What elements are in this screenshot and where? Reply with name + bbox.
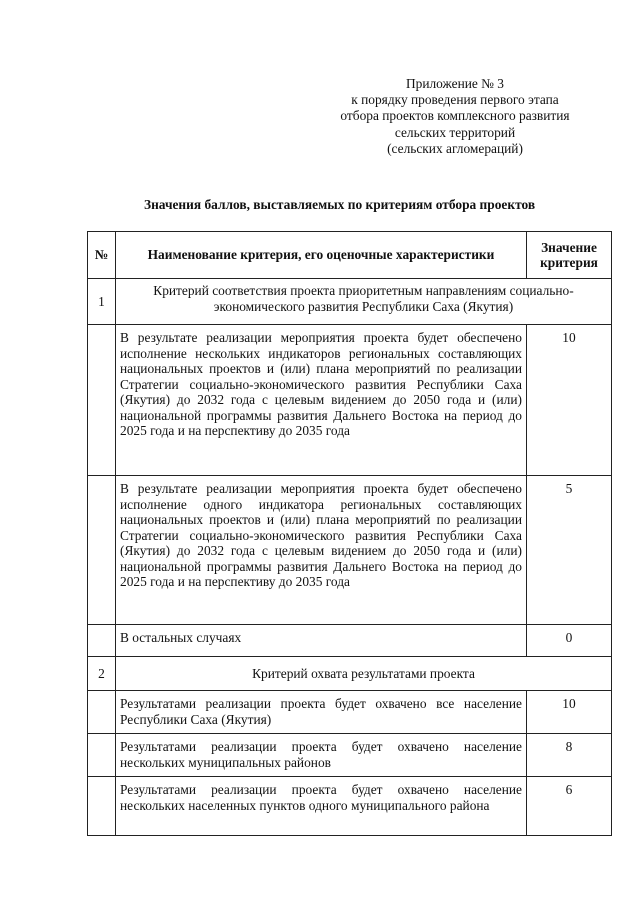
characteristic-text: Результатами реализации проекта будет охвачено население нескольких населенных пунктов одного муниципального района	[116, 777, 527, 836]
header-value-line1: Значение	[541, 240, 597, 255]
table-row	[88, 325, 612, 476]
characteristic-text: В результате реализации мероприятия проекта будет обеспечено исполнение нескольких индикаторов региональных составляющих национальных проектов и (или) плана мероприятий по реализации Стратегии социально-экономического развития Республики Саха (Якутия) до 2032 года с целевым видением до 2050 года и (или) национальной программы развития Дальнего Востока на период до 2025 года и на перспективу до 2035 года	[116, 325, 527, 476]
score-value: 6	[527, 777, 612, 836]
appendix-line: отбора проектов комплексного развития	[340, 108, 570, 124]
table-row	[88, 691, 612, 734]
document-title: Значения баллов, выставляемых по критериям отбора проектов	[144, 197, 536, 212]
empty-cell	[88, 777, 116, 836]
appendix-line: (сельских агломераций)	[387, 140, 523, 156]
appendix-line: к порядку проведения первого этапа	[351, 92, 559, 108]
score-value: 10	[527, 325, 612, 476]
empty-cell	[88, 734, 116, 777]
criterion-title: Критерий охвата результатами проекта	[116, 657, 612, 691]
appendix-line: Приложение № 3	[405, 76, 505, 91]
criterion-number: 2	[88, 657, 116, 691]
characteristic-text: В остальных случаях	[116, 625, 527, 657]
score-value: 0	[527, 625, 612, 657]
empty-cell	[88, 691, 116, 734]
header-criterion-name: Наименование критерия, его оценочные характеристики	[116, 232, 527, 279]
criterion-row	[88, 657, 612, 691]
header-value-line2: критерия	[540, 255, 598, 270]
header-criterion-value	[527, 232, 612, 279]
appendix-line: сельских территорий	[394, 124, 516, 140]
characteristic-text: Результатами реализации проекта будет охвачено все население Республики Саха (Якутия)	[116, 691, 527, 734]
criterion-title: Критерий соответствия проекта приоритетным направлениям социально-экономического развития Республики Саха (Якутия)	[116, 279, 612, 325]
score-value: 5	[527, 476, 612, 625]
table-row	[88, 734, 612, 777]
characteristic-text: Результатами реализации проекта будет охвачено население нескольких муниципальных районов	[116, 734, 527, 777]
empty-cell	[88, 476, 116, 625]
criterion-number: 1	[88, 279, 116, 325]
table-row	[88, 777, 612, 836]
criteria-table	[87, 231, 612, 836]
table-row	[88, 625, 612, 657]
score-value: 8	[527, 734, 612, 777]
score-value: 10	[527, 691, 612, 734]
characteristic-text: В результате реализации мероприятия проекта будет обеспечено исполнение одного индикатора региональных составляющих национальных проектов и (или) плана мероприятий по реализации Стратегии социально-экономического развития Республики Саха (Якутия) до 2032 года с целевым видением до 2050 года и (или) национальной программы развития Дальнего Востока на период до 2025 года и на перспективу до 2035 года	[116, 476, 527, 625]
appendix-header	[300, 76, 610, 157]
table-header-row	[88, 232, 612, 279]
criterion-row	[88, 279, 612, 325]
empty-cell	[88, 625, 116, 657]
table-row	[88, 476, 612, 625]
empty-cell	[88, 325, 116, 476]
header-number: №	[88, 232, 116, 279]
